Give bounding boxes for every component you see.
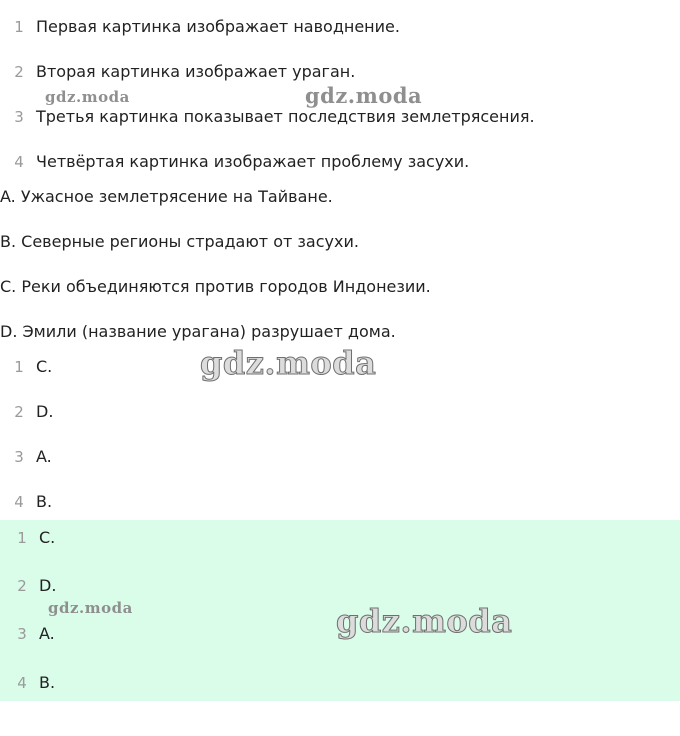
watermark: gdz.moda (45, 88, 130, 106)
item-number: 3 (17, 625, 27, 643)
item-number: 1 (14, 18, 24, 36)
item-text: Первая картинка изображает наводнение. (36, 17, 400, 36)
item-text: A. (39, 624, 55, 643)
item-number: 2 (14, 63, 24, 81)
item-number: 1 (14, 358, 24, 376)
item-number: 2 (17, 577, 27, 595)
item-number: 4 (14, 493, 24, 511)
watermark: gdz.moda (48, 599, 133, 617)
watermark: gdz.moda (336, 602, 513, 640)
item-number: 3 (14, 448, 24, 466)
item-text: Вторая картинка изображает ураган. (36, 62, 356, 81)
item-text: Третья картинка показывает последствия землетрясения. (36, 107, 535, 126)
item-number: 2 (14, 403, 24, 421)
item-text: C. (39, 528, 56, 547)
item-text: C. (36, 357, 53, 376)
item-number: 4 (14, 153, 24, 171)
item-number: 1 (17, 529, 27, 547)
watermark: gdz.moda (305, 83, 423, 108)
item-number: 4 (17, 674, 27, 692)
item-text: D. (36, 402, 54, 421)
headline-option: B. Северные регионы страдают от засухи. (0, 232, 359, 251)
item-text: Четвёртая картинка изображает проблему засухи. (36, 152, 470, 171)
watermark: gdz.moda (200, 344, 377, 382)
item-text: A. (36, 447, 52, 466)
headline-option: C. Реки объединяются против городов Индонезии. (0, 277, 431, 296)
headline-option: D. Эмили (название урагана) разрушает дома. (0, 322, 396, 341)
item-number: 3 (14, 108, 24, 126)
headline-option: A. Ужасное землетрясение на Тайване. (0, 187, 333, 206)
item-text: B. (39, 673, 56, 692)
item-text: B. (36, 492, 53, 511)
item-text: D. (39, 576, 57, 595)
